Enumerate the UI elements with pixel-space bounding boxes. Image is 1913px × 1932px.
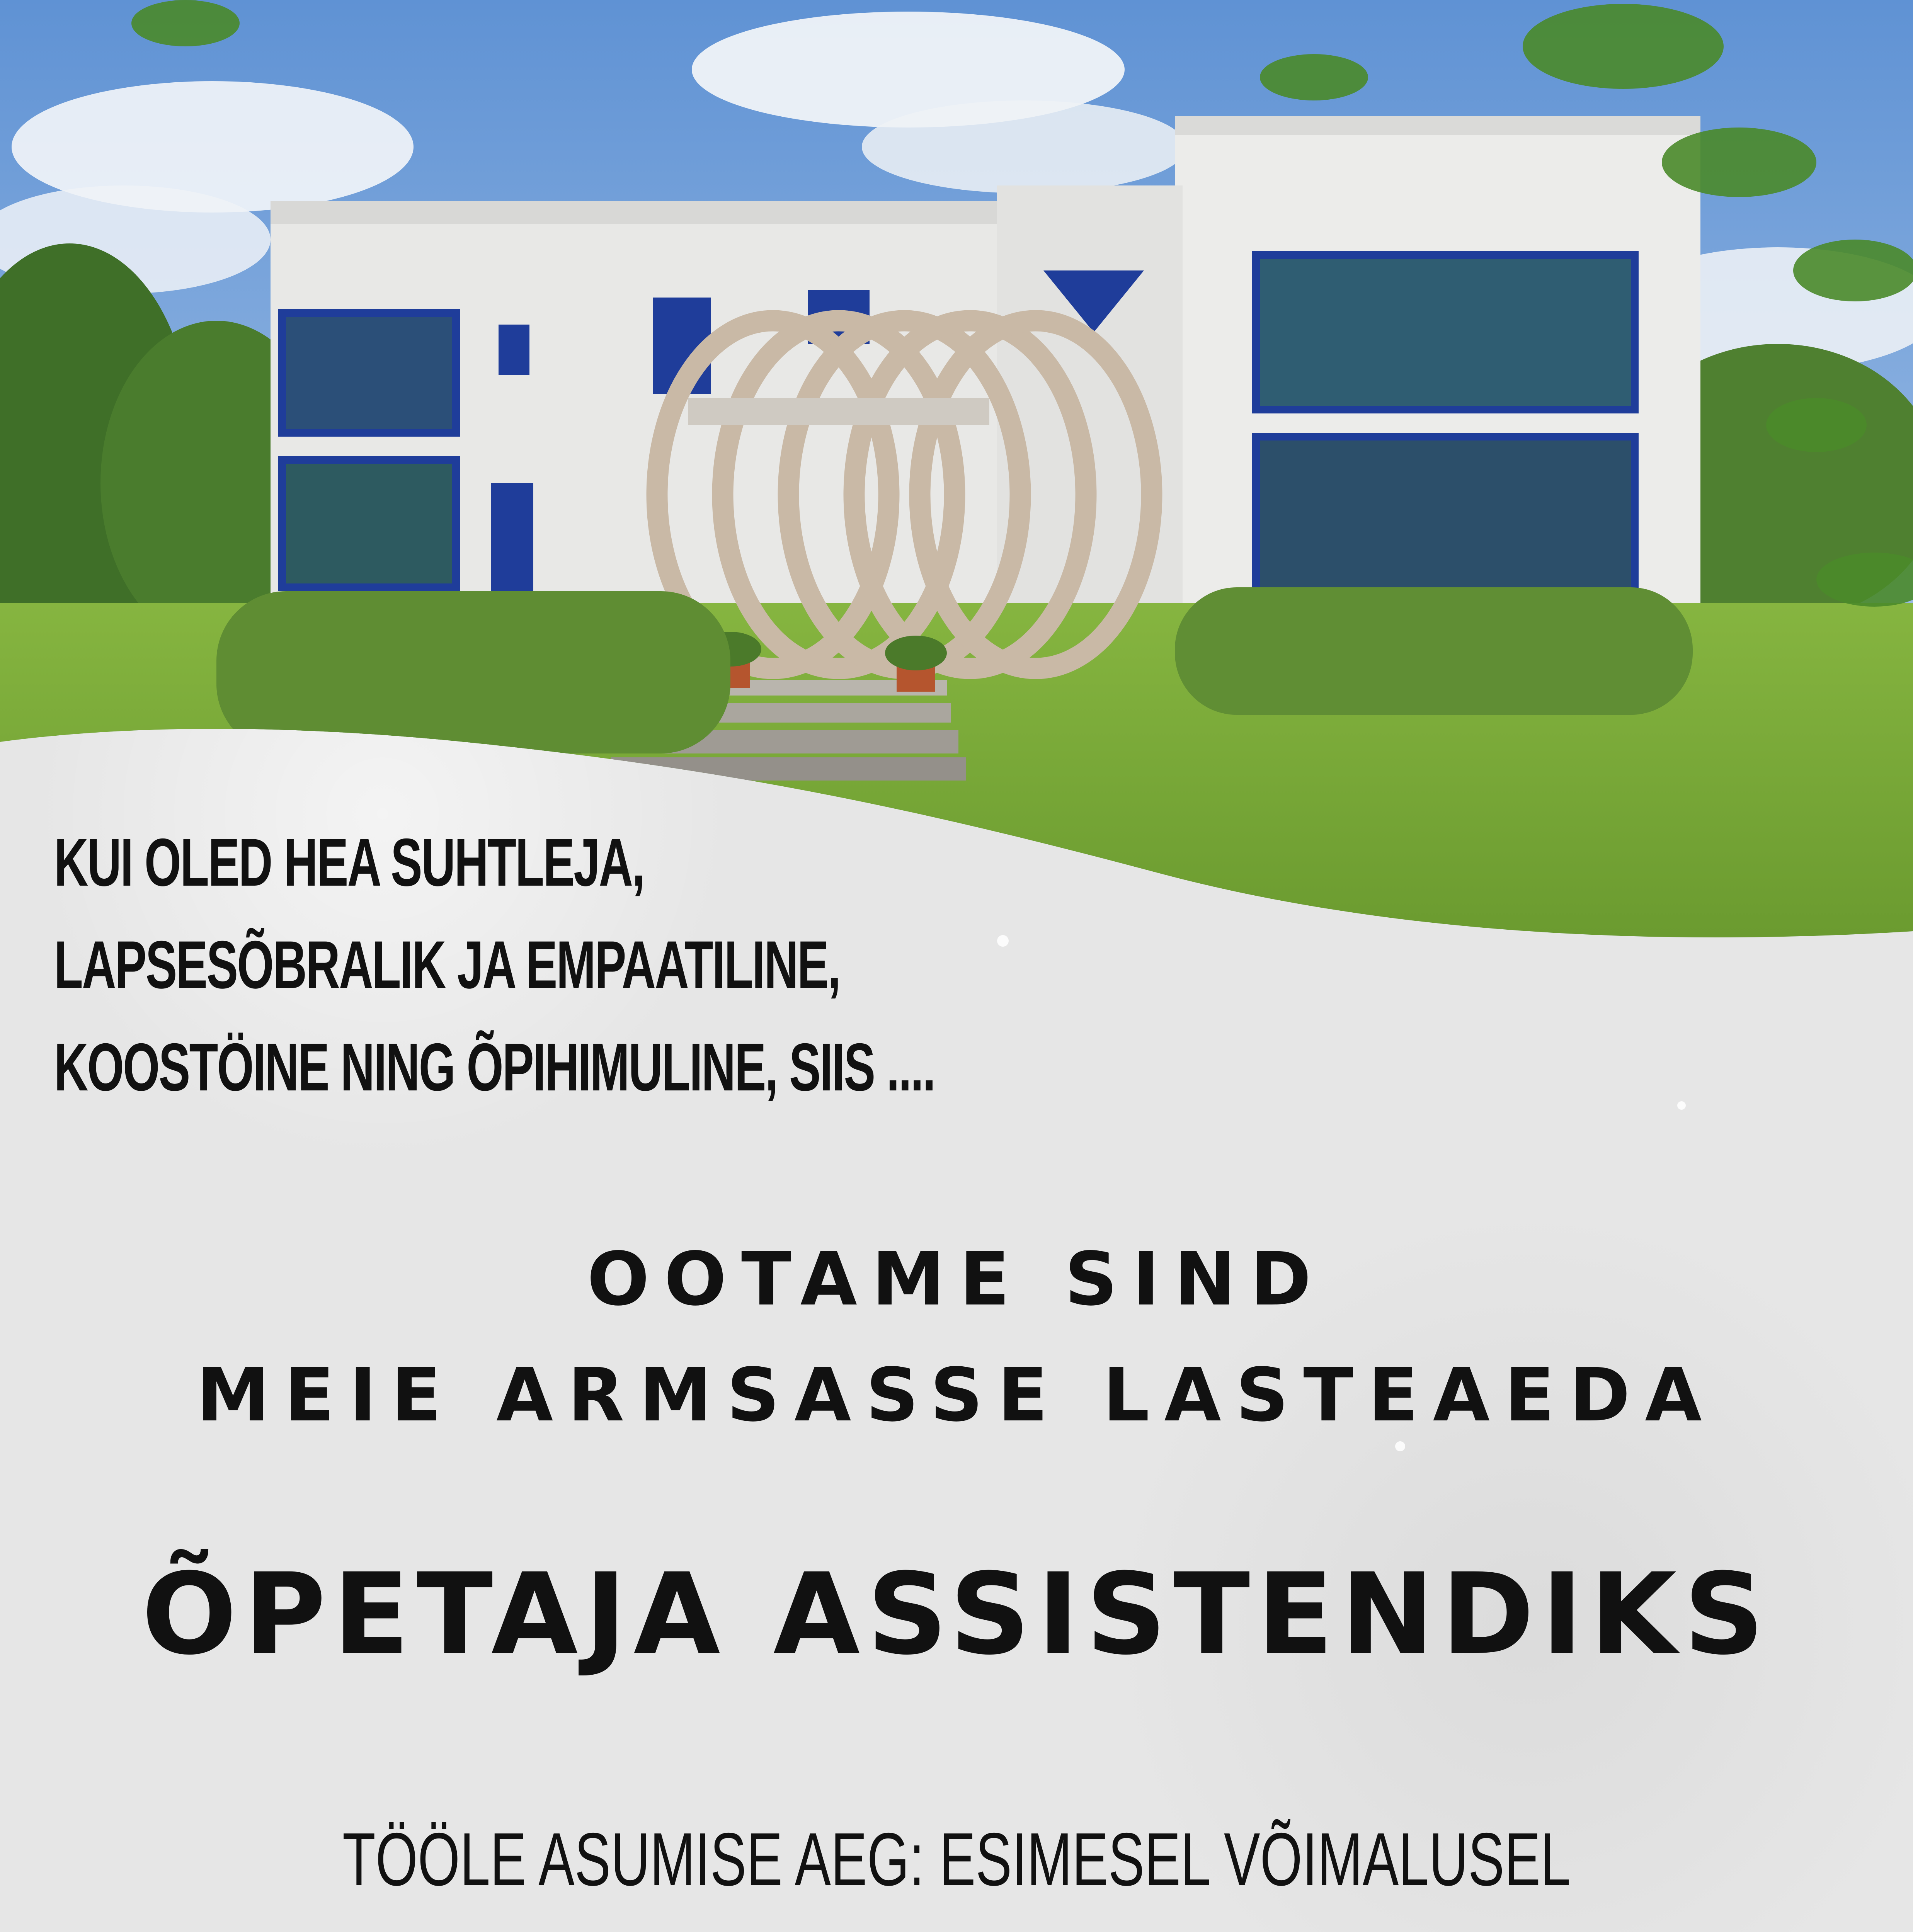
invitation-line-1: OOTAME SIND	[587, 1236, 1326, 1322]
paper-speck	[1395, 1441, 1405, 1451]
position-title: ÕPETAJA ASSISTENDIKS	[141, 1549, 1772, 1680]
intro-line-1: KUI OLED HEA SUHTLEJA,	[54, 825, 644, 900]
intro-text	[54, 811, 1291, 1119]
start-date-text: TÖÖLE ASUMISE AEG: ESIMESEL VÕIMALUSEL	[342, 1817, 1571, 1901]
paper-speck	[1677, 1101, 1686, 1110]
start-date	[0, 1816, 1913, 1903]
invitation-line-2: MEIE ARMSASSE LASTEAEDA	[196, 1352, 1717, 1438]
intro-line-2: LAPSESÕBRALIK JA EMPAATILINE,	[54, 927, 840, 1003]
kindergarten-building-photo	[0, 0, 1913, 947]
intro-line-3: KOOSTÖINE NING ÕPIHIMULINE, SIIS ....	[54, 1030, 935, 1105]
